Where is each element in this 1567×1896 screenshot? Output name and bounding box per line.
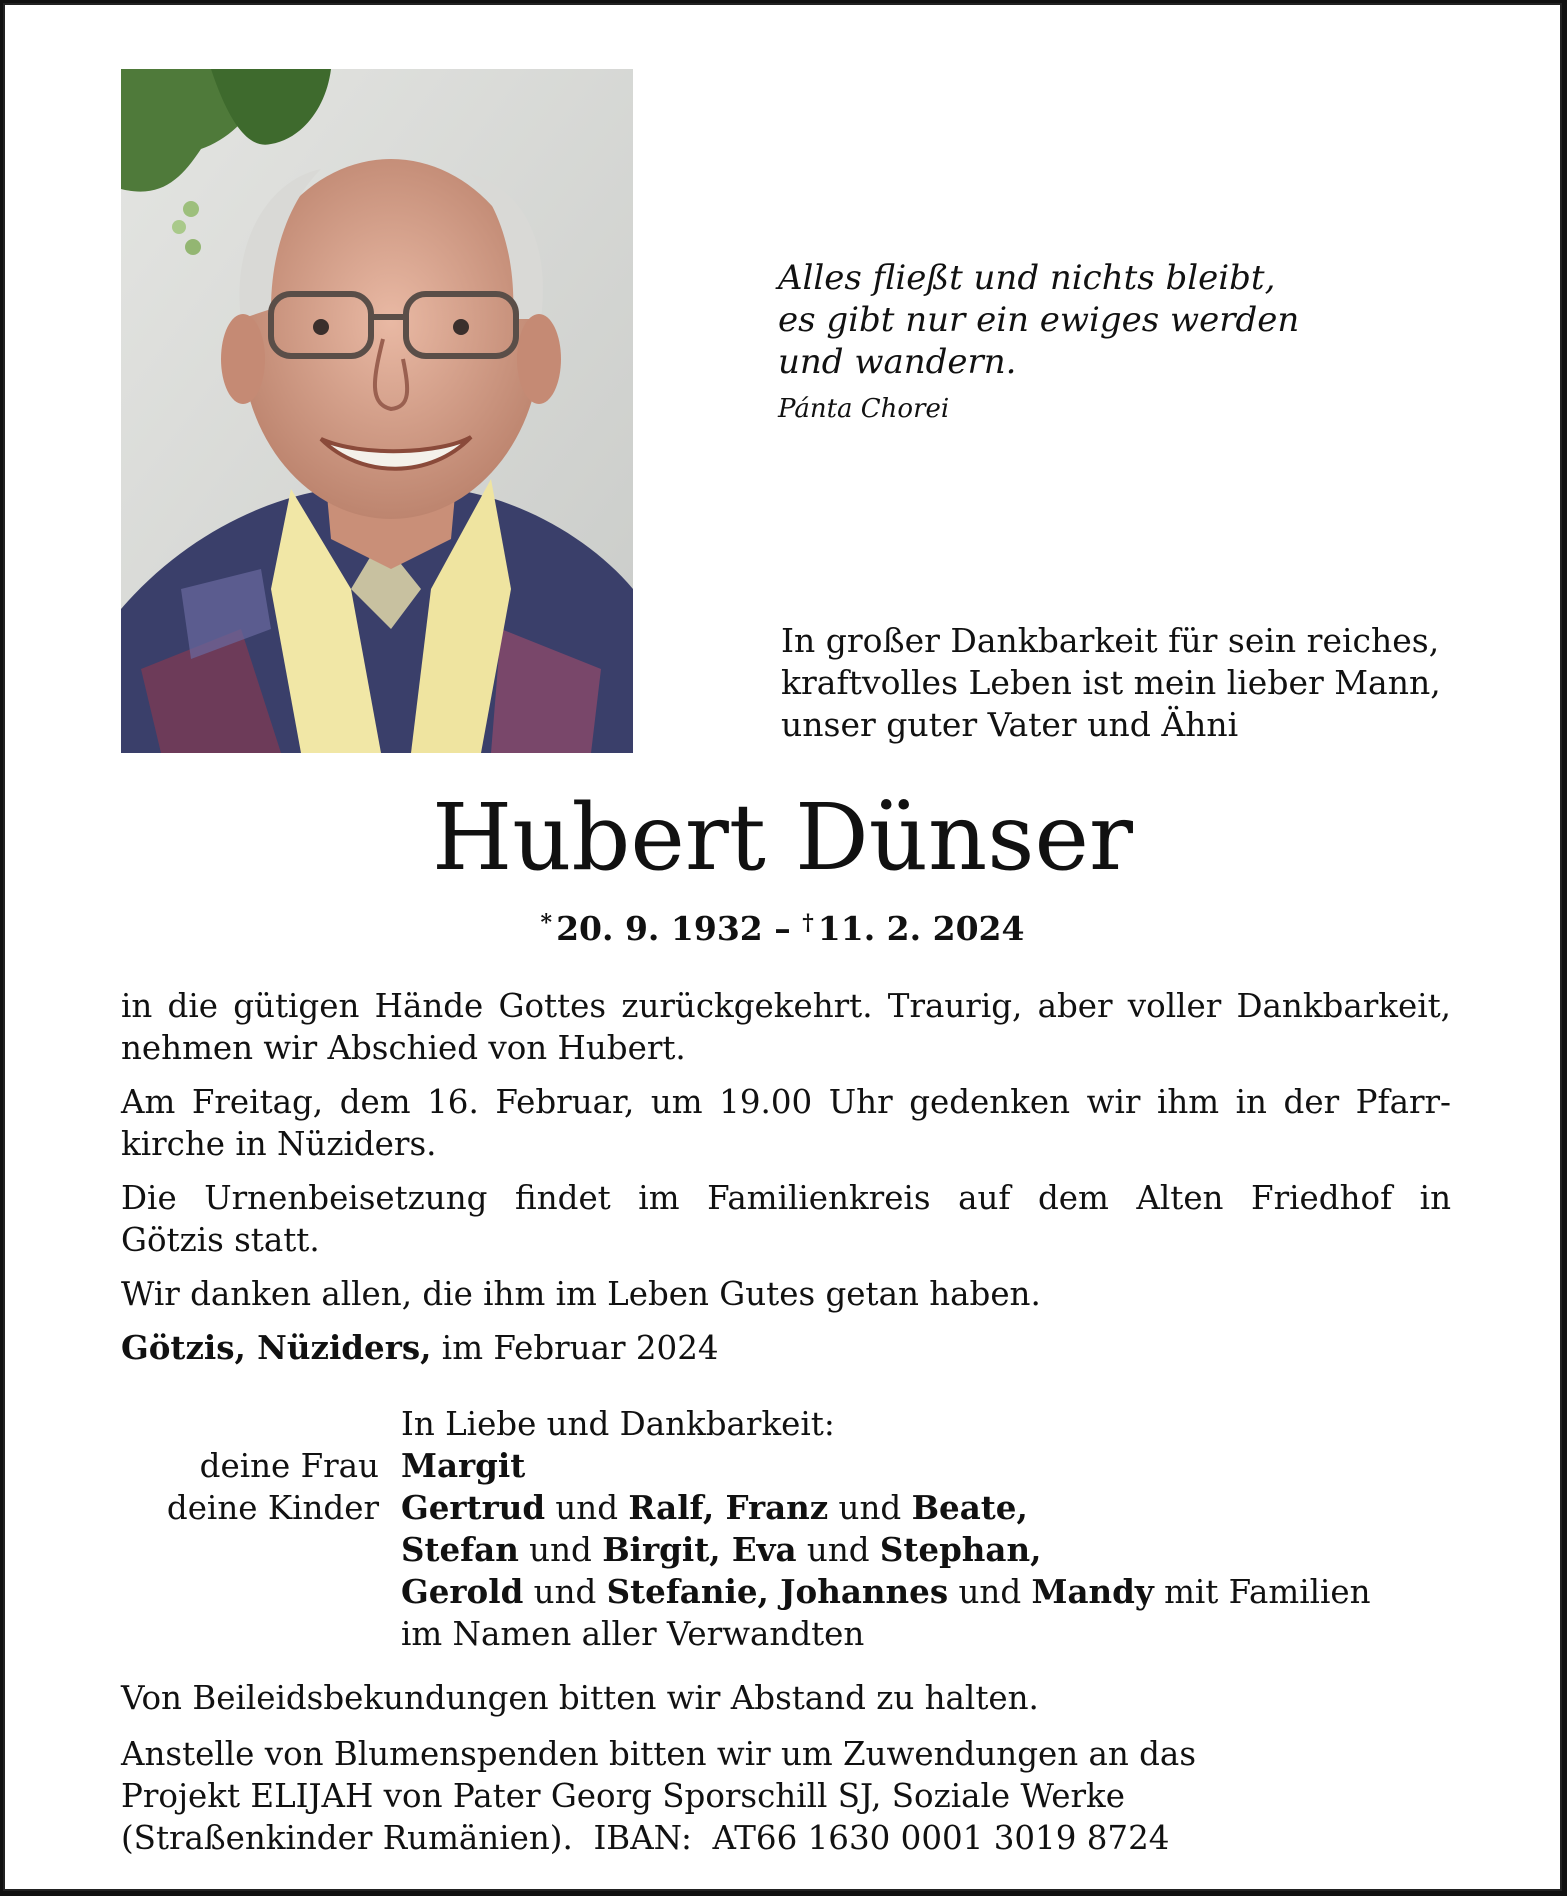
donation-line: (Straßenkinder Rumänien). IBAN: AT66 1630 0001 3019 8724 [121, 1819, 1170, 1857]
life-dates [5, 907, 1560, 951]
intro-line: kraftvolles Leben ist mein lieber Mann, [781, 663, 1441, 702]
connector-text: mit Familien [1153, 1573, 1371, 1611]
intro-text [781, 620, 1481, 746]
children-line [401, 1571, 1451, 1613]
quote-author: Pánta Chorei [778, 394, 950, 424]
paragraph [121, 1177, 1451, 1261]
child-name: Stefanie, Johannes [606, 1572, 949, 1611]
wife-name: Margit [401, 1446, 526, 1485]
children-label: deine Kinder [166, 1489, 379, 1527]
children-names [401, 1487, 1451, 1655]
quote-line: Alles fließt und nichts bleibt, [778, 258, 1276, 298]
family-heading-row [121, 1403, 1451, 1445]
portrait-photo [121, 69, 633, 753]
connector-text: und [796, 1531, 880, 1569]
paragraph [121, 1273, 1451, 1315]
date-separator: – [774, 909, 791, 948]
death-date: 11. 2. 2024 [817, 909, 1025, 948]
paragraph-line: Am Freitag, dem 16. Februar, um 19.00 Uhr gedenken wir ihm in der Pfarr- [121, 1083, 1451, 1121]
paragraph [121, 1081, 1451, 1165]
quote-line: und wandern. [778, 342, 1017, 382]
condolence-note: Von Beileidsbekundungen bitten wir Abstand zu halten. [121, 1679, 1039, 1717]
paragraph-line: Die Urnenbeisetzung findet im Familienkreis auf dem Alten Friedhof in [121, 1179, 1451, 1217]
paragraph-line: Götzis statt. [121, 1221, 320, 1259]
intro-line: In großer Dankbarkeit für sein reiches, [781, 621, 1440, 660]
relatives-line: im Namen aller Verwandten [401, 1615, 865, 1653]
wife-label: deine Frau [199, 1447, 379, 1485]
quote [778, 257, 1478, 429]
child-name: Birgit, Eva [602, 1530, 797, 1569]
announcement-body [121, 985, 1451, 1381]
portrait-photo-icon [121, 69, 633, 753]
connector-text: und [828, 1489, 912, 1527]
obituary-page [3, 3, 1562, 1891]
children-row [121, 1487, 1451, 1655]
family-heading: In Liebe und Dankbarkeit: [401, 1405, 835, 1443]
child-name: Beate, [911, 1488, 1028, 1527]
place-date: im Februar 2024 [441, 1329, 719, 1367]
paragraph-line: in die gütigen Hände Gottes zurückgekehrt. Traurig, aber voller Dankbarkeit, [121, 987, 1451, 1025]
paragraph-line: nehmen wir Abschied von Hubert. [121, 1029, 686, 1067]
paragraph-line: kirche in Nüziders. [121, 1125, 437, 1163]
child-name: Mandy [1031, 1572, 1154, 1611]
paragraph [121, 985, 1451, 1069]
child-name: Gerold [401, 1572, 524, 1611]
place-names: Götzis, Nüziders, [121, 1328, 432, 1367]
child-name: Stefan [401, 1530, 519, 1569]
death-symbol: † [802, 910, 814, 936]
children-line [401, 1529, 1451, 1571]
donation-note [121, 1733, 1451, 1859]
birth-symbol: * [540, 910, 553, 936]
paragraph-line: Wir danken allen, die ihm im Leben Gutes getan haben. [121, 1275, 1041, 1313]
family-label-empty [121, 1403, 401, 1445]
place-date-line [121, 1327, 1451, 1369]
children-line [401, 1487, 1451, 1529]
intro-line: unser guter Vater und Ähni [781, 705, 1239, 744]
child-name: Stephan, [879, 1530, 1042, 1569]
connector-text: und [523, 1573, 607, 1611]
birth-date: 20. 9. 1932 [556, 909, 763, 948]
donation-line: Projekt ELIJAH von Pater Georg Sporschill SJ, Soziale Werke [121, 1777, 1125, 1815]
child-name: Ralf, Franz [628, 1488, 829, 1527]
donation-line: Anstelle von Blumenspenden bitten wir um Zuwendungen an das [121, 1735, 1196, 1773]
footer-notes [121, 1677, 1451, 1873]
wife-row [121, 1445, 1451, 1487]
connector-text: und [545, 1489, 629, 1527]
family-signatures [121, 1403, 1451, 1655]
connector-text: und [518, 1531, 603, 1569]
connector-text: und [948, 1573, 1032, 1611]
child-name: Gertrud [401, 1488, 546, 1527]
deceased-name: Hubert Dünser [432, 784, 1133, 891]
quote-line: es gibt nur ein ewiges werden [778, 300, 1300, 340]
